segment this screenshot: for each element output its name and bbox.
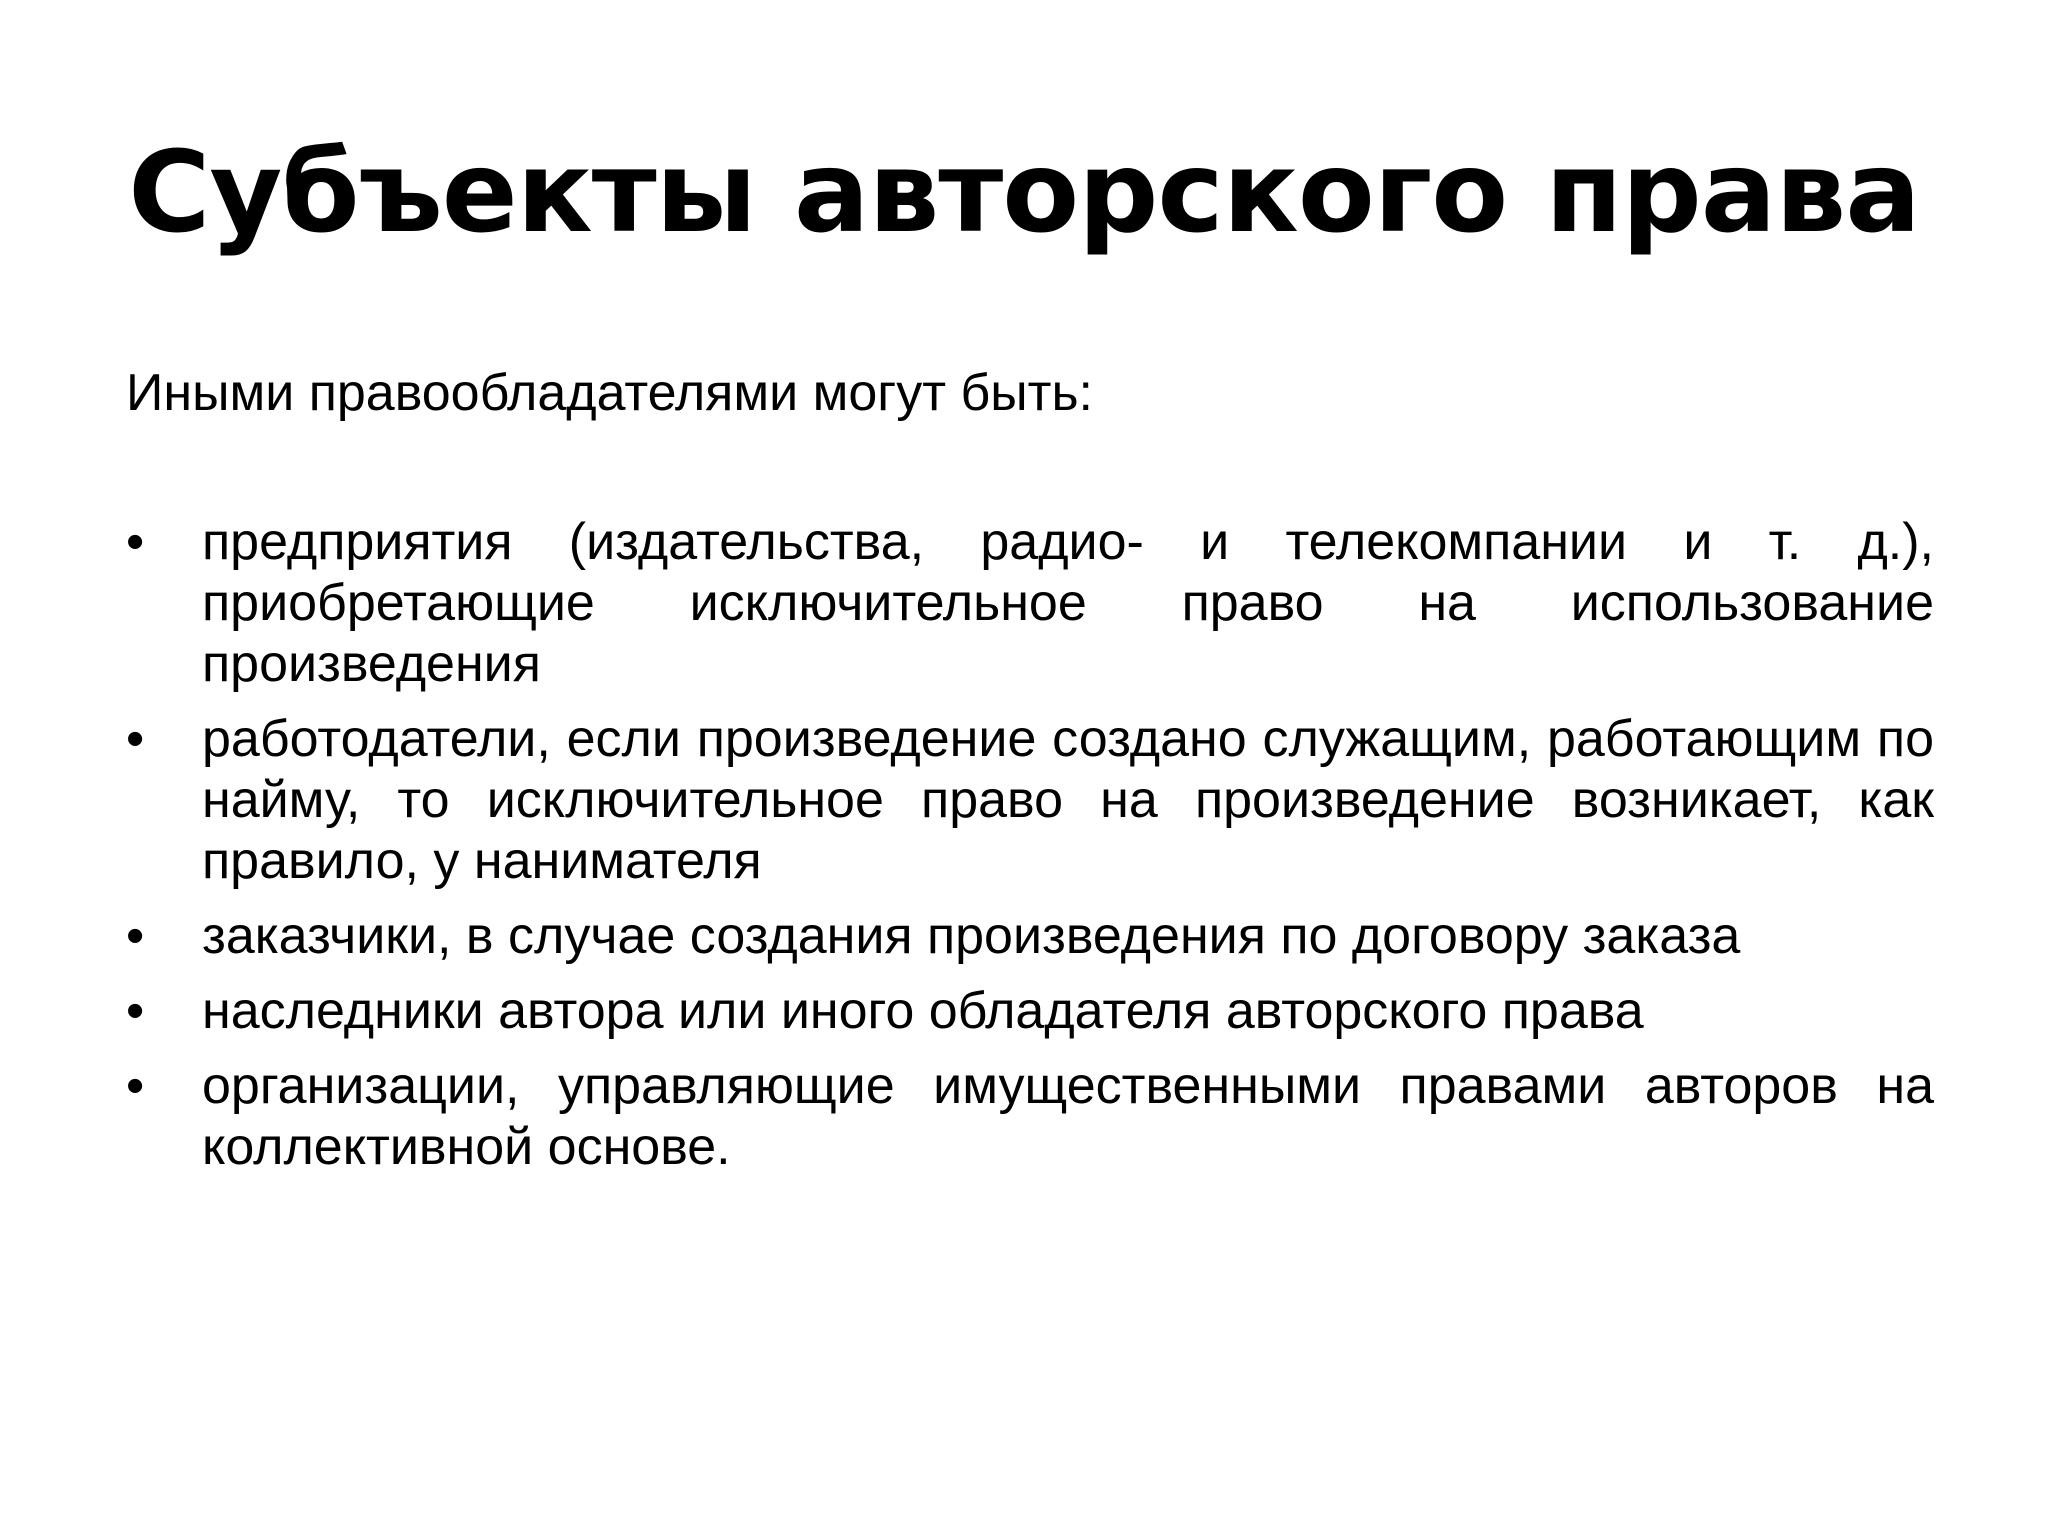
bullet-icon: •: [126, 982, 145, 1040]
bullet-text: предприятия (издательства, радио- и телекомпании и т. д.), приобретающие исключительное право на использование произведения: [202, 513, 1934, 693]
bullet-item: [122, 906, 1934, 967]
bullet-icon: •: [126, 1057, 145, 1115]
intro-text: Иными правообладателями могут быть:: [126, 364, 1094, 422]
bullet-icon: •: [126, 907, 145, 965]
bullet-item: [122, 512, 1934, 695]
bullet-item: [122, 1056, 1934, 1178]
bullet-item: [122, 709, 1934, 892]
bullet-list: [122, 512, 1934, 1192]
bullet-text: организации, управляющие имущественными правами авторов на коллективной основе.: [202, 1057, 1934, 1176]
bullet-item: [122, 981, 1934, 1042]
bullet-text: работодатели, если произведение создано служащим, работающим по найму, то исключительное право на произведение возникает, как правило, у нанимателя: [202, 710, 1934, 890]
bullet-text: заказчики, в случае создания произведения по договору заказа: [202, 907, 1741, 965]
slide-title: Субъекты авторского права: [128, 128, 1920, 258]
bullet-text: наследники автора или иного обладателя авторского права: [202, 982, 1644, 1040]
bullet-icon: •: [126, 710, 145, 768]
bullet-icon: •: [126, 513, 145, 571]
